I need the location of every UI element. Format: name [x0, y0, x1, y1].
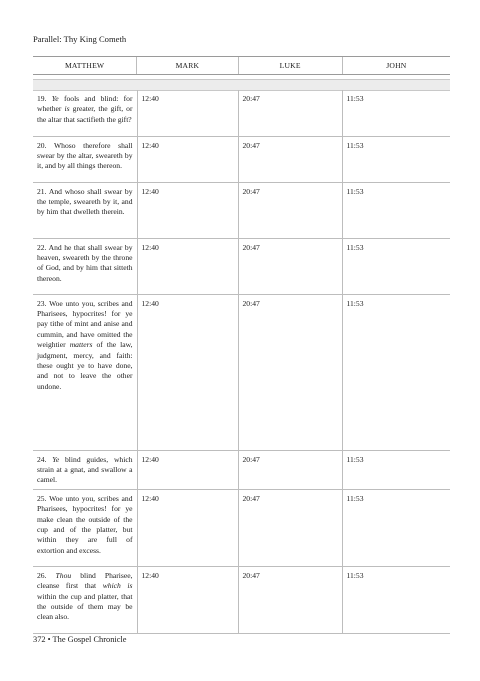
cell-luke: 20:47 [238, 136, 342, 182]
table-row [33, 450, 450, 489]
parallel-table [33, 90, 450, 634]
cell-matthew: 19. Ye fools and blind: for whether is greater, the gift, or the altar that sactifieth the gift? [33, 90, 137, 136]
italic-text: is [64, 104, 70, 114]
cell-mark: 12:40 [137, 489, 238, 566]
page-footer: 372 • The Gospel Chronicle [33, 635, 127, 644]
parallel-table-body [33, 90, 450, 633]
table-row [33, 136, 450, 182]
cell-john: 11:53 [342, 450, 450, 489]
cell-matthew: 21. And whoso shall swear by the temple, sweareth by it, and by him that dwelleth therein. [33, 182, 137, 238]
column-header-matthew: MATTHEW [64, 61, 105, 70]
cell-mark: 12:40 [137, 294, 238, 450]
cell-john: 11:53 [342, 489, 450, 566]
cell-mark: 12:40 [137, 450, 238, 489]
cell-matthew: 25. Woe unto you, scribes and Pharisees, hypocrites! for ye make clean the outside of the cup and of the platter, but within they are full of extortion and excess. [33, 489, 137, 566]
table-row [33, 294, 450, 450]
cell-luke: 20:47 [238, 182, 342, 238]
cell-luke: 20:47 [238, 489, 342, 566]
italic-text: Ye [51, 94, 59, 103]
cell-mark: 12:40 [137, 90, 238, 136]
italic-text: which is [102, 581, 133, 591]
cell-mark: 12:40 [137, 566, 238, 633]
cell-john: 11:53 [342, 182, 450, 238]
cell-mark: 12:40 [137, 238, 238, 294]
column-header-luke: LUKE [238, 57, 342, 74]
italic-text: Thou [55, 570, 72, 580]
cell-john: 11:53 [342, 90, 450, 136]
table-row [33, 238, 450, 294]
table-row [33, 489, 450, 566]
cell-matthew: 24. Ye blind guides, which strain at a gnat, and swallow a camel. [33, 450, 137, 489]
column-header-row [33, 56, 450, 75]
table-row [33, 566, 450, 633]
cell-luke: 20:47 [238, 450, 342, 489]
cell-luke: 20:47 [238, 566, 342, 633]
italic-text: matters [69, 340, 93, 350]
table-row [33, 182, 450, 238]
cell-john: 11:53 [342, 566, 450, 633]
cell-matthew: 20. Whoso therefore shall swear by the altar, sweareth by it, and by all things thereon. [33, 136, 137, 182]
column-header-john: JOHN [342, 57, 450, 74]
cell-john: 11:53 [342, 294, 450, 450]
table-row [33, 90, 450, 136]
cell-john: 11:53 [342, 238, 450, 294]
column-header-mark: MARK [136, 57, 237, 74]
cell-mark: 12:40 [137, 182, 238, 238]
cell-matthew: 22. And he that shall swear by heaven, sweareth by the throne of God, and by him that sitteth thereon. [33, 238, 137, 294]
cell-luke: 20:47 [238, 238, 342, 294]
cell-mark: 12:40 [137, 136, 238, 182]
cell-luke: 20:47 [238, 294, 342, 450]
cell-matthew: 23. Woe unto you, scribes and Pharisees, hypocrites! for ye pay tithe of mint and anise and cummin, and have omitted the weightier matters of the law, judgment, mercy, and faith: these ought ye to have done, and not to leave the other undone. [33, 294, 137, 450]
page-header: Parallel: Thy King Cometh [33, 34, 127, 44]
cell-luke: 20:47 [238, 90, 342, 136]
cell-matthew: 26. Thou blind Pharisee, cleanse first that which is within the cup and platter, that the outside of them may be clean also. [33, 566, 137, 633]
cell-john: 11:53 [342, 136, 450, 182]
italic-text: Ye [52, 454, 60, 464]
